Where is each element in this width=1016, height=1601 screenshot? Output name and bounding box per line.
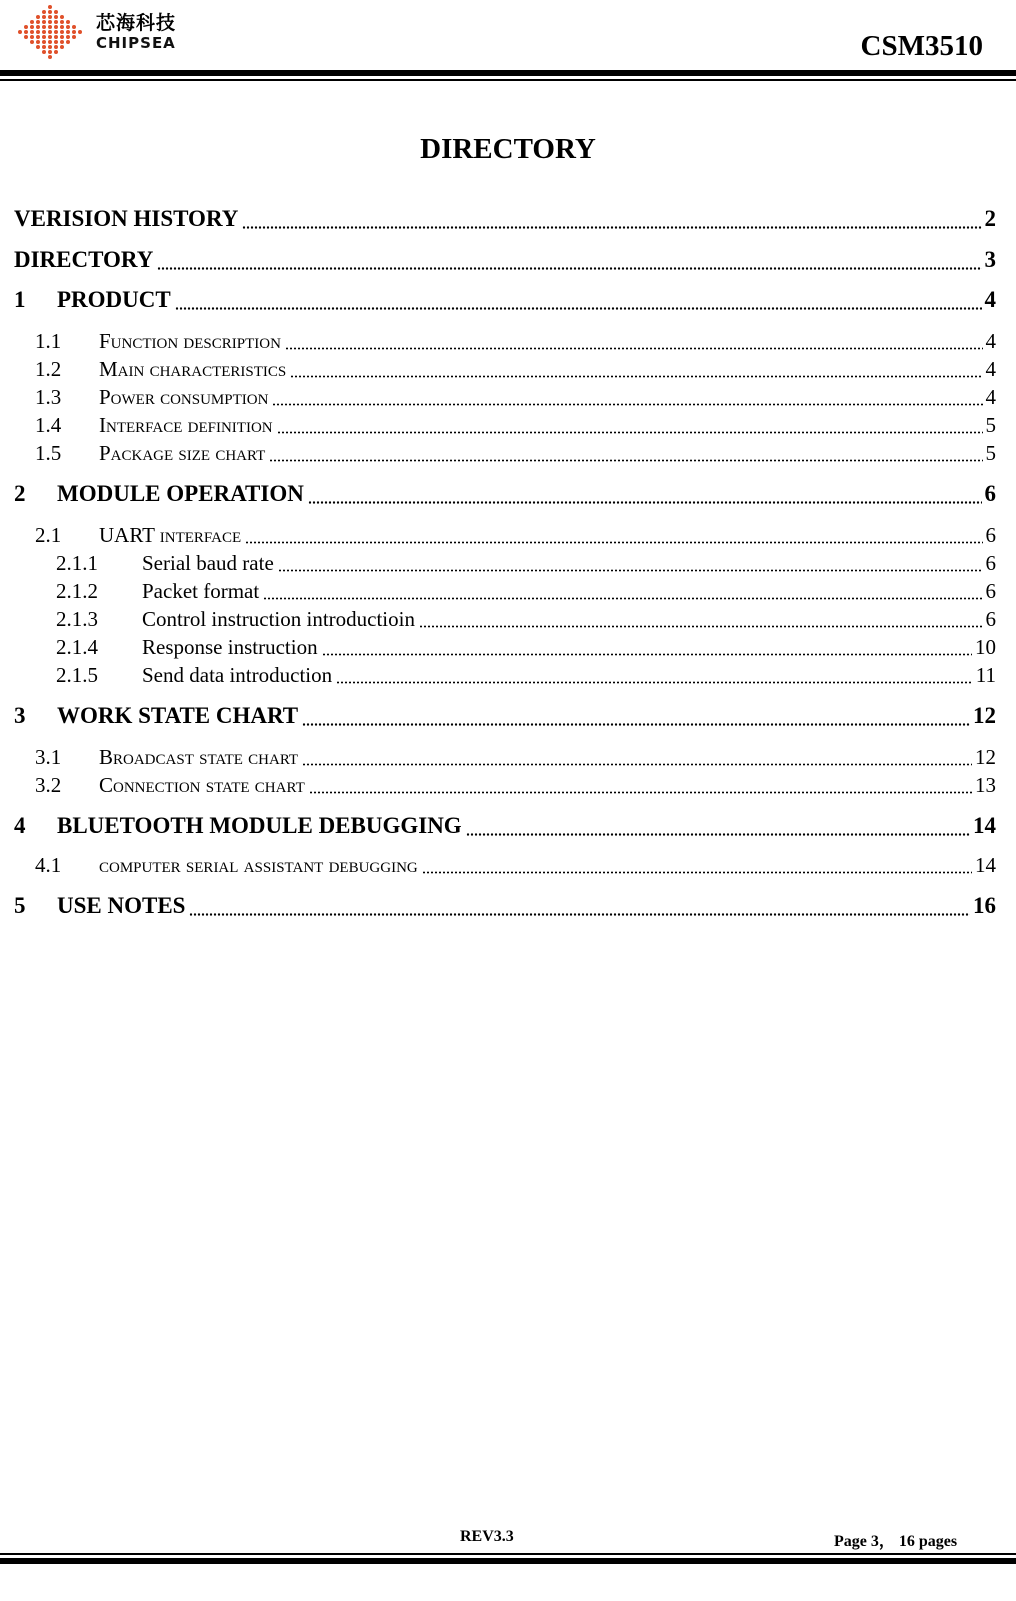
toc-entry-title: Send data introduction bbox=[142, 663, 333, 687]
toc-entry-page: 4 bbox=[985, 329, 996, 353]
toc-entry-title: computer serial assistant debugging bbox=[99, 853, 418, 877]
toc-dot-leader bbox=[308, 501, 982, 504]
page-title: DIRECTORY bbox=[420, 133, 596, 165]
toc-entry-page: 6 bbox=[984, 481, 996, 506]
toc-entry-title: BLUETOOTH MODULE DEBUGGING bbox=[57, 813, 462, 838]
toc-dot-leader bbox=[422, 871, 972, 874]
toc-entry-number: 3 bbox=[14, 703, 26, 728]
toc-entry-title: Packet format bbox=[142, 579, 260, 603]
toc-entry-number: 2.1 bbox=[35, 523, 62, 547]
toc-entry-title: UART interface bbox=[99, 523, 242, 547]
header-rule-thin bbox=[0, 79, 1016, 81]
toc-dot-leader bbox=[242, 226, 981, 229]
toc-dot-leader bbox=[466, 833, 970, 836]
toc-dot-leader bbox=[285, 347, 983, 350]
toc-entry-number: 1.1 bbox=[35, 329, 62, 353]
toc-dot-leader bbox=[245, 541, 982, 544]
toc-entry[interactable] bbox=[0, 635, 1016, 665]
toc-entry-page: 6 bbox=[985, 607, 996, 631]
toc-entry-number: 5 bbox=[14, 893, 26, 918]
toc-entry[interactable] bbox=[0, 579, 1016, 609]
toc-entry-page: 12 bbox=[973, 703, 996, 728]
toc-entry[interactable] bbox=[0, 413, 1016, 443]
toc-entry[interactable] bbox=[0, 893, 1016, 923]
toc-entry-number: 1.4 bbox=[35, 413, 62, 437]
toc-entry-title: Package size chart bbox=[99, 441, 266, 465]
toc-entry-number: 1.2 bbox=[35, 357, 62, 381]
toc-entry[interactable] bbox=[0, 663, 1016, 693]
toc-dot-leader bbox=[309, 791, 972, 794]
toc-entry-page: 14 bbox=[975, 853, 996, 877]
toc-dot-leader bbox=[290, 375, 982, 378]
toc-entry-page: 5 bbox=[985, 441, 996, 465]
toc-entry-title: Broadcast state chart bbox=[99, 745, 299, 769]
footer-page-info: Page 3， 16 pages bbox=[834, 1533, 958, 1550]
toc-entry-number: 2 bbox=[14, 481, 26, 506]
toc-entry-number: 2.1.4 bbox=[56, 635, 98, 659]
toc-entry-page: 6 bbox=[985, 523, 996, 547]
chipsea-logo-icon bbox=[14, 2, 94, 62]
toc-entry-title: Main characteristics bbox=[99, 357, 287, 381]
toc-entry[interactable] bbox=[0, 481, 1016, 511]
toc-entry-number: 4.1 bbox=[35, 853, 62, 877]
toc-dot-leader bbox=[278, 569, 983, 572]
toc-entry-title: Response instruction bbox=[142, 635, 318, 659]
toc-dot-leader bbox=[302, 723, 970, 726]
toc-entry-title: USE NOTES bbox=[57, 893, 186, 918]
toc-entry[interactable] bbox=[0, 813, 1016, 843]
toc-entry-number: 1 bbox=[14, 287, 26, 312]
toc-entry-title: PRODUCT bbox=[57, 287, 171, 312]
toc-entry-page: 4 bbox=[985, 357, 996, 381]
toc-entry-title: Power consumption bbox=[99, 385, 269, 409]
toc-entry-number: 2.1.1 bbox=[56, 551, 98, 575]
toc-entry-number: 2.1.5 bbox=[56, 663, 98, 687]
toc-entry-title: VERISION HISTORY bbox=[14, 206, 239, 231]
toc-dot-leader bbox=[189, 913, 970, 916]
toc-entry-page: 13 bbox=[975, 773, 996, 797]
footer-revision: REV3.3 bbox=[460, 1528, 514, 1545]
toc-entry[interactable] bbox=[0, 853, 1016, 883]
toc-entry-title: Function description bbox=[99, 329, 281, 353]
toc-entry[interactable] bbox=[0, 607, 1016, 637]
toc-entry[interactable] bbox=[0, 551, 1016, 581]
toc-dot-leader bbox=[277, 431, 983, 434]
toc-entry-number: 3.2 bbox=[35, 773, 62, 797]
toc-entry-page: 6 bbox=[985, 579, 996, 603]
toc-entry-page: 12 bbox=[975, 745, 996, 769]
toc-entry[interactable] bbox=[0, 329, 1016, 359]
toc-entry-number: 1.3 bbox=[35, 385, 62, 409]
toc-entry-page: 16 bbox=[973, 893, 996, 918]
toc-entry[interactable] bbox=[0, 287, 1016, 317]
toc-entry-title: Interface definition bbox=[99, 413, 273, 437]
logo-english-name: CHIPSEA bbox=[96, 34, 176, 52]
toc-entry-title: WORK STATE CHART bbox=[57, 703, 299, 728]
toc-entry-page: 3 bbox=[984, 247, 996, 272]
toc-dot-leader bbox=[336, 681, 973, 684]
header-rule-thick bbox=[0, 70, 1016, 76]
toc-entry[interactable] bbox=[0, 773, 1016, 803]
toc-dot-leader bbox=[419, 625, 983, 628]
toc-entry[interactable] bbox=[0, 441, 1016, 471]
toc-dot-leader bbox=[269, 459, 982, 462]
footer-rule-thick bbox=[0, 1558, 1016, 1564]
toc-entry-page: 11 bbox=[975, 663, 996, 687]
toc-entry[interactable] bbox=[0, 247, 1016, 277]
toc-entry[interactable] bbox=[0, 357, 1016, 387]
toc-entry[interactable] bbox=[0, 385, 1016, 415]
toc-entry-number: 1.5 bbox=[35, 441, 62, 465]
toc-entry[interactable] bbox=[0, 206, 1016, 236]
toc-entry[interactable] bbox=[0, 745, 1016, 775]
company-logo bbox=[14, 2, 214, 62]
toc-entry[interactable] bbox=[0, 523, 1016, 553]
toc-entry-page: 4 bbox=[985, 385, 996, 409]
toc-entry-page: 4 bbox=[984, 287, 996, 312]
toc-entry-page: 5 bbox=[985, 413, 996, 437]
toc-entry-title: Serial baud rate bbox=[142, 551, 274, 575]
toc-entry-title: Control instruction introductioin bbox=[142, 607, 415, 631]
toc-dot-leader bbox=[263, 597, 982, 600]
toc-entry-title: DIRECTORY bbox=[14, 247, 154, 272]
toc-dot-leader bbox=[322, 653, 972, 656]
toc-entry-number: 3.1 bbox=[35, 745, 62, 769]
logo-chinese-name: 芯海科技 bbox=[96, 12, 177, 34]
document-id: CSM3510 bbox=[860, 30, 983, 62]
footer-rule-thin bbox=[0, 1553, 1016, 1555]
toc-entry-number: 2.1.3 bbox=[56, 607, 98, 631]
toc-entry-number: 4 bbox=[14, 813, 26, 838]
toc-entry-title: MODULE OPERATION bbox=[57, 481, 304, 506]
toc-entry-page: 6 bbox=[985, 551, 996, 575]
toc-entry-number: 2.1.2 bbox=[56, 579, 98, 603]
toc-dot-leader bbox=[157, 267, 981, 270]
toc-dot-leader bbox=[175, 307, 982, 310]
toc-entry-page: 2 bbox=[984, 206, 996, 231]
toc-entry[interactable] bbox=[0, 703, 1016, 733]
toc-entry-page: 14 bbox=[973, 813, 996, 838]
toc-entry-page: 10 bbox=[975, 635, 996, 659]
toc-dot-leader bbox=[302, 763, 972, 766]
toc-entry-title: Connection state chart bbox=[99, 773, 305, 797]
toc-dot-leader bbox=[272, 403, 982, 406]
